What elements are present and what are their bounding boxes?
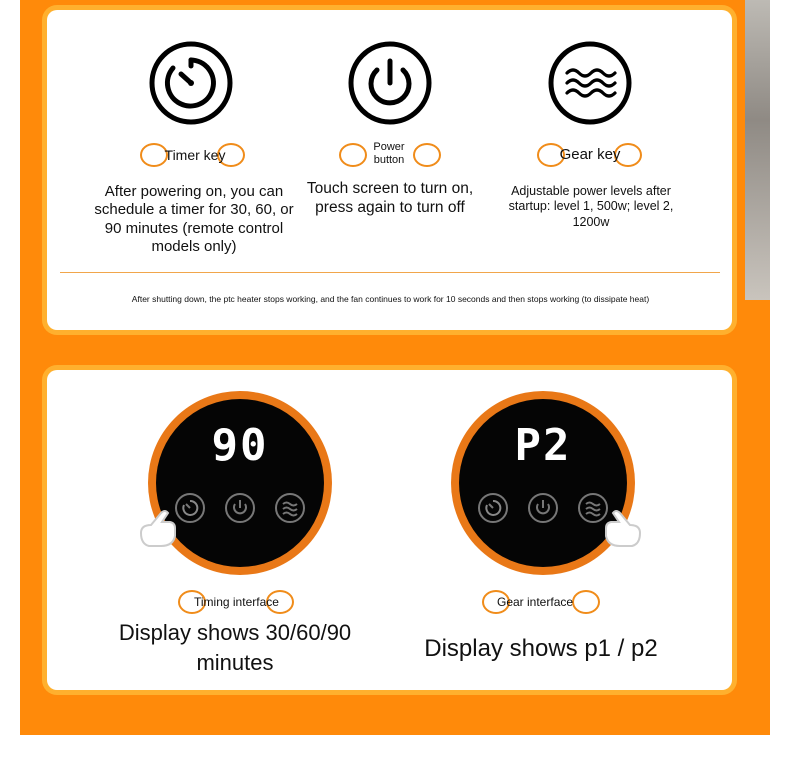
- gear-description: Display shows p1 / p2: [424, 635, 658, 662]
- label-ring-right: [413, 143, 441, 167]
- timer-key-description: After powering on, you can schedule a timer for 30, 60, or 90 minutes (remote control models only): [94, 183, 294, 255]
- shutdown-footnote: After shutting down, the ptc heater stops working, and the fan continues to work for 10 seconds and then stops working (to dissipate heat): [131, 294, 650, 304]
- power-icon: [347, 40, 433, 126]
- timer-key-label: Timer key: [164, 147, 226, 163]
- power-button-label: Power button: [373, 141, 405, 167]
- waves-icon: [547, 40, 633, 126]
- timing-description: Display shows 30/60/90 minutes: [118, 620, 352, 675]
- timer-icon: [148, 40, 234, 126]
- gear-display-value: P2: [514, 420, 572, 471]
- gear-key-description: Adjustable power levels after startup: level 1, 500w; level 2, 1200w: [508, 184, 674, 229]
- pointing-hand-icon: [598, 503, 648, 553]
- power-button-description: Touch screen to turn on, press again to turn off: [306, 180, 474, 216]
- timing-display-value: 90: [211, 420, 269, 471]
- timing-interface-label: Timing interface: [194, 595, 279, 609]
- background-photo-strip: [745, 0, 770, 300]
- label-ring-left: [339, 143, 367, 167]
- gear-key-label: Gear key: [559, 146, 621, 163]
- label-ring-right: [572, 590, 600, 614]
- pointing-hand-icon: [133, 503, 183, 553]
- divider: [60, 272, 720, 273]
- gear-interface-label: Gear interface: [497, 595, 574, 609]
